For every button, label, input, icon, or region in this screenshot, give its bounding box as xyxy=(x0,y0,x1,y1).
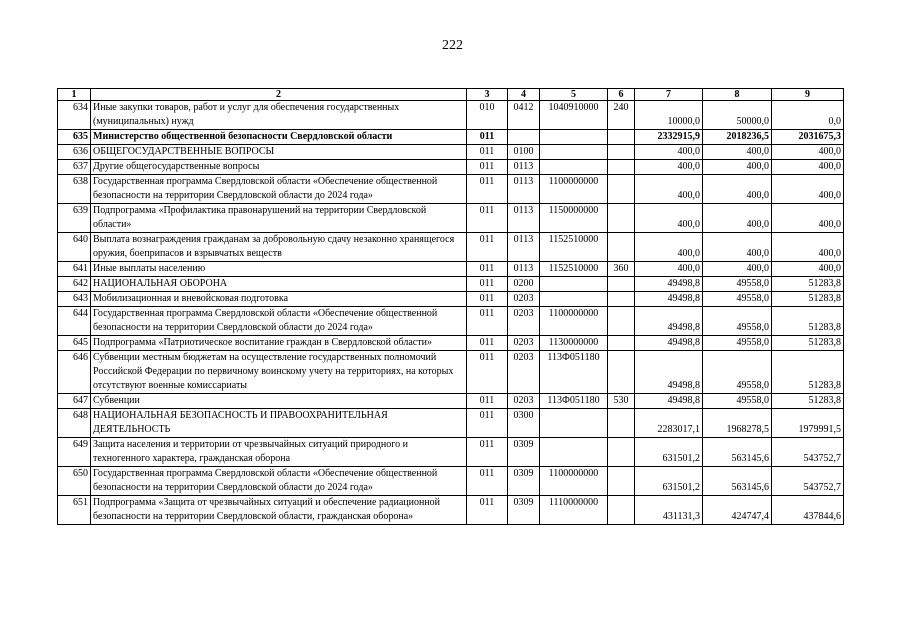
amount-col7-cell: 400,0 xyxy=(635,160,703,175)
amount-col9-cell: 400,0 xyxy=(772,160,844,175)
target-article-cell xyxy=(540,292,608,307)
amount-col9-cell: 51283,8 xyxy=(772,292,844,307)
amount-col8-cell: 563145,6 xyxy=(703,467,772,496)
column-header: 4 xyxy=(508,89,540,101)
row-number-cell: 649 xyxy=(58,438,91,467)
row-number-cell: 644 xyxy=(58,307,91,336)
row-number-cell: 634 xyxy=(58,101,91,130)
target-article-cell xyxy=(540,145,608,160)
ministry-code-cell: 011 xyxy=(467,145,508,160)
row-number-cell: 643 xyxy=(58,292,91,307)
ministry-code-cell: 011 xyxy=(467,130,508,145)
amount-col8-cell: 400,0 xyxy=(703,262,772,277)
amount-col8-cell: 563145,6 xyxy=(703,438,772,467)
target-article-cell: 1152510000 xyxy=(540,233,608,262)
amount-col7-cell: 400,0 xyxy=(635,145,703,160)
row-number-cell: 637 xyxy=(58,160,91,175)
table-row xyxy=(58,145,844,160)
section-code-cell: 0100 xyxy=(508,145,540,160)
column-header: 8 xyxy=(703,89,772,101)
amount-col7-cell: 400,0 xyxy=(635,262,703,277)
amount-col7-cell: 49498,8 xyxy=(635,336,703,351)
amount-col9-cell: 400,0 xyxy=(772,204,844,233)
amount-col9-cell: 51283,8 xyxy=(772,277,844,292)
target-article-cell: 1152510000 xyxy=(540,262,608,277)
ministry-code-cell: 011 xyxy=(467,336,508,351)
column-header: 9 xyxy=(772,89,844,101)
column-header: 6 xyxy=(608,89,635,101)
ministry-code-cell: 011 xyxy=(467,307,508,336)
table-header-row xyxy=(58,89,844,101)
expense-type-cell xyxy=(608,467,635,496)
row-name-cell: Защита населения и территории от чрезвычайных ситуаций природного и техногенного характера, гражданская оборона xyxy=(91,438,467,467)
ministry-code-cell: 011 xyxy=(467,409,508,438)
amount-col9-cell: 543752,7 xyxy=(772,438,844,467)
amount-col9-cell: 400,0 xyxy=(772,145,844,160)
ministry-code-cell: 011 xyxy=(467,262,508,277)
amount-col7-cell: 10000,0 xyxy=(635,101,703,130)
row-name-cell: Государственная программа Свердловской области «Обеспечение общественной безопасности на территории Свердловской области до 2024 года» xyxy=(91,467,467,496)
section-code-cell: 0309 xyxy=(508,467,540,496)
section-code-cell: 0203 xyxy=(508,336,540,351)
row-name-cell: Другие общегосударственные вопросы xyxy=(91,160,467,175)
target-article-cell: 1150000000 xyxy=(540,204,608,233)
target-article-cell: 1040910000 xyxy=(540,101,608,130)
amount-col8-cell: 50000,0 xyxy=(703,101,772,130)
amount-col7-cell: 2283017,1 xyxy=(635,409,703,438)
amount-col8-cell: 400,0 xyxy=(703,204,772,233)
ministry-code-cell: 011 xyxy=(467,394,508,409)
table-row xyxy=(58,101,844,130)
section-code-cell: 0113 xyxy=(508,160,540,175)
row-name-cell: ОБЩЕГОСУДАРСТВЕННЫЕ ВОПРОСЫ xyxy=(91,145,467,160)
amount-col9-cell: 51283,8 xyxy=(772,351,844,394)
section-code-cell: 0113 xyxy=(508,175,540,204)
table-row xyxy=(58,336,844,351)
row-number-cell: 642 xyxy=(58,277,91,292)
amount-col7-cell: 631501,2 xyxy=(635,467,703,496)
target-article-cell xyxy=(540,130,608,145)
target-article-cell: 1100000000 xyxy=(540,307,608,336)
ministry-code-cell: 010 xyxy=(467,101,508,130)
amount-col8-cell: 2018236,5 xyxy=(703,130,772,145)
row-name-cell: Иные выплаты населению xyxy=(91,262,467,277)
expense-type-cell xyxy=(608,233,635,262)
row-name-cell: Подпрограмма «Защита от чрезвычайных ситуаций и обеспечение радиационной безопасности на территории Свердловской области, гражданская оборона» xyxy=(91,496,467,525)
table-row xyxy=(58,233,844,262)
ministry-code-cell: 011 xyxy=(467,175,508,204)
table-body xyxy=(58,101,844,525)
row-name-cell: Мобилизационная и вневойсковая подготовка xyxy=(91,292,467,307)
amount-col8-cell: 49558,0 xyxy=(703,307,772,336)
section-code-cell: 0309 xyxy=(508,438,540,467)
amount-col8-cell: 49558,0 xyxy=(703,336,772,351)
amount-col7-cell: 431131,3 xyxy=(635,496,703,525)
row-name-cell: Субвенции местным бюджетам на осуществление государственных полномочий Российской Федерации по первичному воинскому учету на территориях, на которых отсутствуют военные комиссариаты xyxy=(91,351,467,394)
target-article-cell xyxy=(540,277,608,292)
row-number-cell: 647 xyxy=(58,394,91,409)
target-article-cell: 1130000000 xyxy=(540,336,608,351)
amount-col7-cell: 2332915,9 xyxy=(635,130,703,145)
amount-col7-cell: 400,0 xyxy=(635,204,703,233)
amount-col9-cell: 51283,8 xyxy=(772,394,844,409)
row-name-cell: Государственная программа Свердловской области «Обеспечение общественной безопасности на территории Свердловской области до 2024 года» xyxy=(91,175,467,204)
row-number-cell: 646 xyxy=(58,351,91,394)
row-name-cell: Подпрограмма «Профилактика правонарушений на территории Свердловской области» xyxy=(91,204,467,233)
target-article-cell: 113Ф051180 xyxy=(540,394,608,409)
ministry-code-cell: 011 xyxy=(467,292,508,307)
column-header: 5 xyxy=(540,89,608,101)
amount-col7-cell: 49498,8 xyxy=(635,292,703,307)
target-article-cell: 113Ф051180 xyxy=(540,351,608,394)
table-row xyxy=(58,175,844,204)
section-code-cell: 0300 xyxy=(508,409,540,438)
expense-type-cell: 530 xyxy=(608,394,635,409)
section-code-cell: 0203 xyxy=(508,394,540,409)
amount-col8-cell: 400,0 xyxy=(703,233,772,262)
amount-col9-cell: 1979991,5 xyxy=(772,409,844,438)
table-row xyxy=(58,496,844,525)
column-header: 3 xyxy=(467,89,508,101)
target-article-cell xyxy=(540,409,608,438)
amount-col8-cell: 49558,0 xyxy=(703,394,772,409)
amount-col9-cell: 51283,8 xyxy=(772,336,844,351)
section-code-cell: 0309 xyxy=(508,496,540,525)
row-number-cell: 645 xyxy=(58,336,91,351)
table-row xyxy=(58,262,844,277)
amount-col8-cell: 400,0 xyxy=(703,160,772,175)
row-name-cell: НАЦИОНАЛЬНАЯ БЕЗОПАСНОСТЬ И ПРАВООХРАНИТЕЛЬНАЯ ДЕЯТЕЛЬНОСТЬ xyxy=(91,409,467,438)
page-number: 222 xyxy=(442,38,463,53)
table-row xyxy=(58,394,844,409)
table-row xyxy=(58,467,844,496)
expense-type-cell xyxy=(608,160,635,175)
ministry-code-cell: 011 xyxy=(467,277,508,292)
expense-type-cell xyxy=(608,351,635,394)
row-name-cell: Выплата вознаграждения гражданам за добровольную сдачу незаконно хранящегося оружия, боеприпасов и взрывчатых веществ xyxy=(91,233,467,262)
row-number-cell: 648 xyxy=(58,409,91,438)
row-number-cell: 636 xyxy=(58,145,91,160)
table-row xyxy=(58,351,844,394)
ministry-code-cell: 011 xyxy=(467,160,508,175)
target-article-cell: 1110000000 xyxy=(540,496,608,525)
expense-type-cell xyxy=(608,145,635,160)
table-row xyxy=(58,409,844,438)
row-name-cell: Иные закупки товаров, работ и услуг для обеспечения государственных (муниципальных) нужд xyxy=(91,101,467,130)
amount-col8-cell: 49558,0 xyxy=(703,292,772,307)
ministry-code-cell: 011 xyxy=(467,351,508,394)
target-article-cell: 1100000000 xyxy=(540,467,608,496)
row-name-cell: Подпрограмма «Патриотическое воспитание граждан в Свердловской области» xyxy=(91,336,467,351)
amount-col7-cell: 49498,8 xyxy=(635,394,703,409)
amount-col7-cell: 49498,8 xyxy=(635,351,703,394)
table-row xyxy=(58,130,844,145)
row-number-cell: 641 xyxy=(58,262,91,277)
expense-type-cell: 360 xyxy=(608,262,635,277)
expense-type-cell xyxy=(608,336,635,351)
column-header: 2 xyxy=(91,89,467,101)
amount-col9-cell: 543752,7 xyxy=(772,467,844,496)
amount-col8-cell: 49558,0 xyxy=(703,277,772,292)
target-article-cell xyxy=(540,438,608,467)
expense-type-cell xyxy=(608,307,635,336)
ministry-code-cell: 011 xyxy=(467,467,508,496)
section-code-cell: 0203 xyxy=(508,351,540,394)
amount-col9-cell: 51283,8 xyxy=(772,307,844,336)
expense-type-cell: 240 xyxy=(608,101,635,130)
budget-table xyxy=(57,88,844,525)
amount-col8-cell: 400,0 xyxy=(703,175,772,204)
amount-col9-cell: 400,0 xyxy=(772,262,844,277)
expense-type-cell xyxy=(608,277,635,292)
column-header: 7 xyxy=(635,89,703,101)
section-code-cell: 0113 xyxy=(508,233,540,262)
section-code-cell: 0113 xyxy=(508,262,540,277)
expense-type-cell xyxy=(608,204,635,233)
section-code-cell: 0203 xyxy=(508,307,540,336)
row-number-cell: 635 xyxy=(58,130,91,145)
table-row xyxy=(58,292,844,307)
table-row xyxy=(58,307,844,336)
section-code-cell: 0113 xyxy=(508,204,540,233)
expense-type-cell xyxy=(608,175,635,204)
amount-col9-cell: 2031675,3 xyxy=(772,130,844,145)
ministry-code-cell: 011 xyxy=(467,233,508,262)
row-name-cell: НАЦИОНАЛЬНАЯ ОБОРОНА xyxy=(91,277,467,292)
expense-type-cell xyxy=(608,438,635,467)
amount-col8-cell: 400,0 xyxy=(703,145,772,160)
section-code-cell: 0200 xyxy=(508,277,540,292)
row-number-cell: 650 xyxy=(58,467,91,496)
table-row xyxy=(58,438,844,467)
expense-type-cell xyxy=(608,409,635,438)
ministry-code-cell: 011 xyxy=(467,438,508,467)
amount-col8-cell: 424747,4 xyxy=(703,496,772,525)
row-number-cell: 638 xyxy=(58,175,91,204)
expense-type-cell xyxy=(608,130,635,145)
amount-col7-cell: 631501,2 xyxy=(635,438,703,467)
amount-col9-cell: 437844,6 xyxy=(772,496,844,525)
section-code-cell xyxy=(508,130,540,145)
amount-col9-cell: 0,0 xyxy=(772,101,844,130)
table-row xyxy=(58,204,844,233)
amount-col7-cell: 49498,8 xyxy=(635,307,703,336)
amount-col9-cell: 400,0 xyxy=(772,233,844,262)
ministry-code-cell: 011 xyxy=(467,496,508,525)
row-number-cell: 640 xyxy=(58,233,91,262)
table-row xyxy=(58,277,844,292)
row-name-cell: Министерство общественной безопасности Свердловской области xyxy=(91,130,467,145)
amount-col8-cell: 49558,0 xyxy=(703,351,772,394)
amount-col8-cell: 1968278,5 xyxy=(703,409,772,438)
amount-col7-cell: 400,0 xyxy=(635,233,703,262)
expense-type-cell xyxy=(608,496,635,525)
amount-col7-cell: 400,0 xyxy=(635,175,703,204)
expense-type-cell xyxy=(608,292,635,307)
section-code-cell: 0203 xyxy=(508,292,540,307)
row-number-cell: 639 xyxy=(58,204,91,233)
section-code-cell: 0412 xyxy=(508,101,540,130)
target-article-cell xyxy=(540,160,608,175)
row-name-cell: Государственная программа Свердловской области «Обеспечение общественной безопасности на территории Свердловской области до 2024 года» xyxy=(91,307,467,336)
table-row xyxy=(58,160,844,175)
row-name-cell: Субвенции xyxy=(91,394,467,409)
amount-col9-cell: 400,0 xyxy=(772,175,844,204)
ministry-code-cell: 011 xyxy=(467,204,508,233)
column-header: 1 xyxy=(58,89,91,101)
row-number-cell: 651 xyxy=(58,496,91,525)
amount-col7-cell: 49498,8 xyxy=(635,277,703,292)
target-article-cell: 1100000000 xyxy=(540,175,608,204)
